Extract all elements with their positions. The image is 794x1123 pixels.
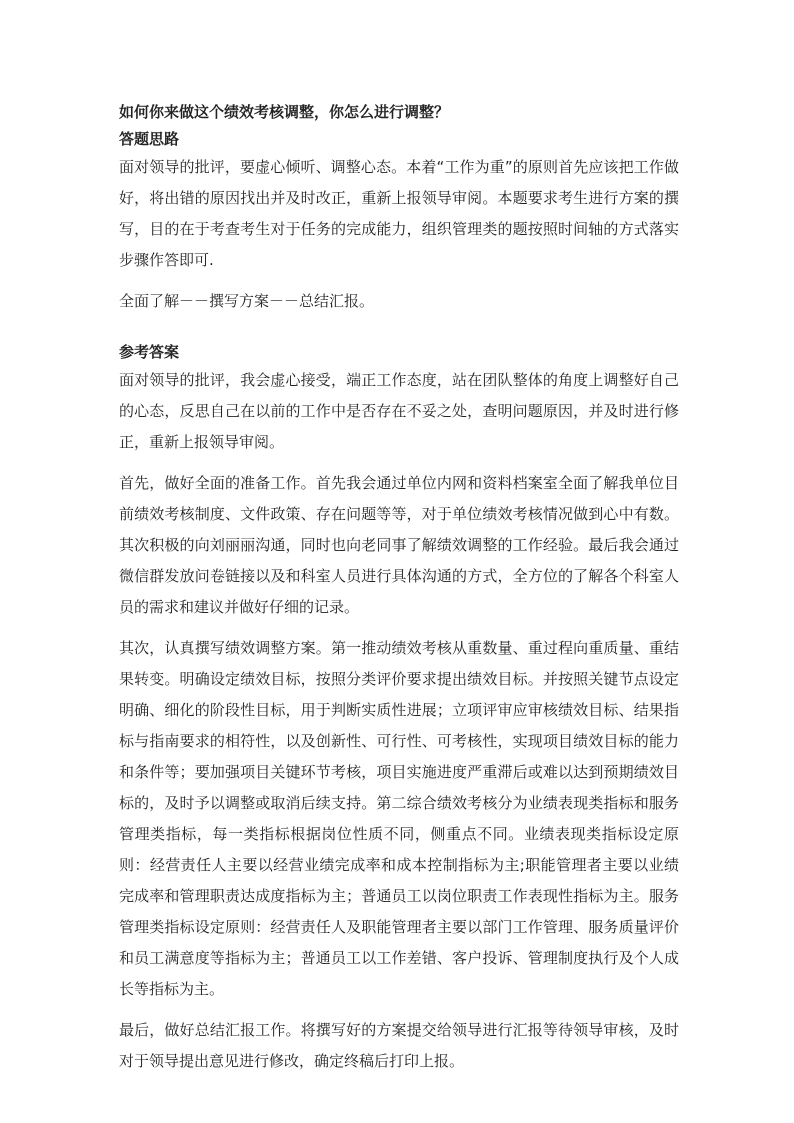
answer-paragraph-2: 首先，做好全面的准备工作。首先我会通过单位内网和资料档案室全面了解我单位目前绩效考核制度、文件政策、存在问题等等，对于单位绩效考核情况做到心中有数。其次积极的向刘丽丽沟通，同时也向老同事了解绩效调整的工作经验。最后我会通过微信群发放问卷链接以及和科室人员进行具体沟通的方式，全方位的了解各个科室人员的需求和建议并做好仔细的记录。	[119, 474, 679, 616]
spacer	[119, 327, 679, 339]
answer-paragraph-3: 其次，认真撰写绩效调整方案。第一推动绩效考核从重数量、重过程向重质量、重结果转变。明确设定绩效目标，按照分类评价要求提出绩效目标。并按照关键节点设定明确、细化的阶段性目标，用于判断实质性进展；立项评审应审核绩效目标、结果指标与指南要求的相符性，以及创新性、可行性、可考核性，实现项目绩效目标的能力和条件等；要加强项目关键环节考核，项目实施进度严重滞后或难以达到预期绩效目标的，及时予以调整或取消后续支持。第二综合绩效考核分为业绩表现类指标和服务管理类指标，每一类指标根据岗位性质不同，侧重点不同。业绩表现类指标设定原则：经营责任人主要以经营业绩完成率和成本控制指标为主;职能管理者主要以业绩完成率和管理职责达成度指标为主；普通员工以岗位职责工作表现性指标为主。服务管理类指标设定原则：经营责任人及职能管理者主要以部门工作管理、服务质量评价和员工满意度等指标为主；普通员工以工作差错、客户投诉、管理制度执行及个人成长等指标为主。	[119, 639, 679, 998]
section-heading-answer: 参考答案	[119, 343, 180, 361]
approach-paragraph-2: 全面了解－－撰写方案－－总结汇报。	[119, 292, 375, 310]
approach-paragraph-1: 面对领导的批评，要虚心倾听、调整心态。本着“工作为重”的原则首先应该把工作做好，将出错的原因找出并及时改正，重新上报领导审阅。本题要求考生进行方案的撰写，目的在于考查考生对于任务的完成能力，组织管理类的题按照时间轴的方式落实步骤作答即可.	[119, 158, 679, 269]
answer-paragraph-1: 面对领导的批评，我会虚心接受，端正工作态度，站在团队整体的角度上调整好自己的心态，反思自己在以前的工作中是否存在不妥之处，查明问题原因，并及时进行修正，重新上报领导审阅。	[119, 371, 679, 451]
answer-paragraph-4: 最后，做好总结汇报工作。将撰写好的方案提交给领导进行汇报等待领导审核，及时对于领导提出意见进行修改，确定终稿后打印上报。	[119, 1021, 679, 1070]
section-heading-approach: 答题思路	[119, 130, 180, 148]
question-title: 如何你来做这个绩效考核调整，你怎么进行调整？	[119, 103, 450, 121]
document-page	[119, 99, 679, 1077]
